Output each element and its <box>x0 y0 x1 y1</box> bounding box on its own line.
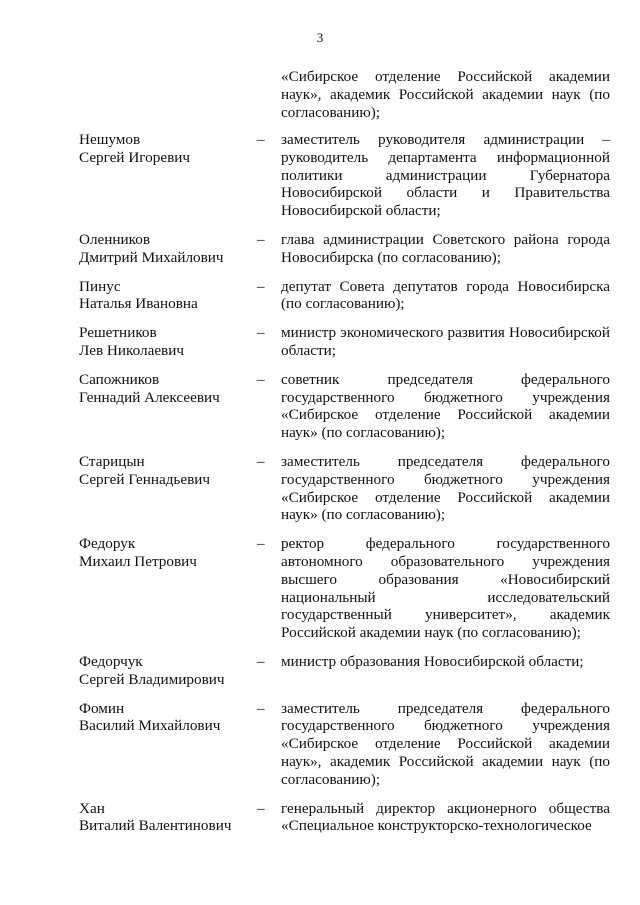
member-entry <box>79 700 610 789</box>
member-entry <box>79 535 610 642</box>
dash-separator: – <box>257 230 265 248</box>
dash-separator: – <box>257 324 265 342</box>
member-position: ректор федерального государственного автономного образовательного учреждения высшего образования «Новосибирский национальный исследовательский государственный университет», академик Российской академии наук (по согласованию); <box>281 535 610 642</box>
member-name <box>79 131 257 167</box>
member-entry <box>79 371 610 442</box>
member-position: советник председателя федерального государственного бюджетного учреждения «Сибирское отделение Российской академии наук» (по согласованию); <box>281 370 610 442</box>
dash-separator: – <box>257 452 265 470</box>
dash-separator: – <box>257 799 265 817</box>
member-position: генеральный директор акционерного общества «Специальное конструкторско-технологическое <box>281 799 610 835</box>
member-name <box>79 535 257 571</box>
continued-description: «Сибирское отделение Российской академии наук», академик Российской академии наук (по согласованию); <box>281 68 610 121</box>
member-given-names: Виталий Валентинович <box>79 817 232 835</box>
member-position: заместитель председателя федерального государственного бюджетного учреждения «Сибирское отделение Российской академии наук» (по согласованию); <box>281 452 610 524</box>
member-name <box>79 800 257 836</box>
member-surname: Старицын <box>79 452 145 470</box>
member-position: заместитель руководителя администрации – руководитель департамента информационной политики администрации Губернатора Новосибирской области и Правительства Новосибирской области; <box>281 131 610 220</box>
member-position: министр экономического развития Новосибирской области; <box>281 324 610 359</box>
page-number: 3 <box>316 30 324 45</box>
dash-separator: – <box>257 699 265 717</box>
member-given-names: Сергей Владимирович <box>79 670 225 688</box>
member-surname: Фомин <box>79 699 125 717</box>
member-position: глава администрации Советского района города Новосибирска (по согласованию); <box>281 230 610 266</box>
dash-separator: – <box>257 535 265 553</box>
member-surname: Пинус <box>79 277 121 295</box>
member-given-names: Михаил Петрович <box>79 552 197 570</box>
member-name <box>79 278 257 314</box>
dash-separator: – <box>257 131 265 148</box>
member-surname: Нешумов <box>79 131 141 148</box>
member-name <box>79 371 257 407</box>
member-given-names: Дмитрий Михайлович <box>79 248 224 266</box>
member-name <box>79 453 257 489</box>
dash-separator: – <box>257 652 265 670</box>
member-position: министр образования Новосибирской области; <box>281 652 584 670</box>
member-entry <box>79 278 610 314</box>
member-name <box>79 653 257 689</box>
member-entry <box>79 324 610 360</box>
dash-separator: – <box>257 277 265 295</box>
member-entry <box>79 800 610 836</box>
member-name <box>79 231 257 267</box>
member-name <box>79 324 257 360</box>
member-given-names: Василий Михайлович <box>79 717 221 735</box>
member-entry <box>79 231 610 267</box>
member-given-names: Геннадий Алексеевич <box>79 388 220 406</box>
member-given-names: Наталья Ивановна <box>79 295 198 313</box>
member-given-names: Лев Николаевич <box>79 341 184 359</box>
member-name <box>79 700 257 736</box>
dash-separator: – <box>257 370 265 388</box>
member-surname: Федорчук <box>79 652 143 670</box>
member-given-names: Сергей Геннадьевич <box>79 470 211 488</box>
member-given-names: Сергей Игоревич <box>79 148 191 166</box>
member-surname: Сапожников <box>79 370 160 388</box>
member-surname: Оленников <box>79 230 151 248</box>
member-surname: Хан <box>79 799 105 817</box>
member-entry <box>79 131 610 220</box>
member-position: депутат Совета депутатов города Новосибирска (по согласованию); <box>281 277 610 313</box>
member-position: заместитель председателя федерального государственного бюджетного учреждения «Сибирское отделение Российской академии наук», академик Российской академии наук (по согласованию); <box>281 699 610 788</box>
member-entry <box>79 653 610 689</box>
member-surname: Решетников <box>79 324 157 342</box>
member-list <box>79 131 610 846</box>
member-entry <box>79 453 610 524</box>
member-surname: Федорук <box>79 535 136 553</box>
